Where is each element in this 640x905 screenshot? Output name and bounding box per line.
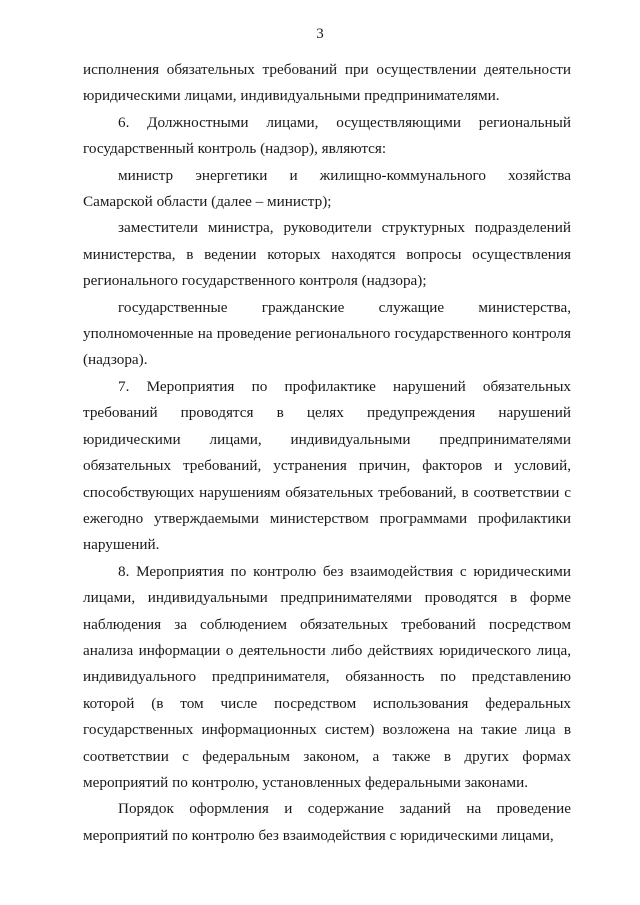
paragraph-8: 8. Мероприятия по контролю без взаимодействия с юридическими лицами, индивидуальными предпринимателями проводятся в форме наблюдения за соблюдением обязательных требований посредством анализа информации о деятельности либо действиях юридического лица, индивидуального предпринимателя, обязанность по представлению которой (в том числе посредством использования федеральных государственных информационных систем) возложена на такие лица в соответствии с федеральным законом, а также в других формах мероприятий по контролю, установленных федеральными законами. — [83, 562, 571, 791]
paragraph-civil-servants: государственные гражданские служащие министерства, уполномоченные на проведение регионального государственного контроля (надзора). — [83, 298, 571, 369]
paragraph-continuation: исполнения обязательных требований при осуществлении деятельности юридическими лицами, индивидуальными предпринимателями. — [83, 61, 571, 105]
document-body — [83, 57, 571, 849]
paragraph-deputies: заместители министра, руководители структурных подразделений министерства, в ведении которых находятся вопросы осуществления регионального государственного контроля (надзора); — [83, 219, 571, 290]
page-number: 3 — [316, 26, 324, 42]
paragraph-6: 6. Должностными лицами, осуществляющими региональный государственный контроль (надзор), являются: — [83, 113, 571, 158]
paragraph-7: 7. Мероприятия по профилактике нарушений обязательных требований проводятся в целях предупреждения нарушений юридическими лицами, индивидуальными предпринимателями обязательных требований, устранения причин, факторов и условий, способствующих нарушениям обязательных требований, в соответствии с ежегодно утверждаемыми министерством программами профилактики нарушений. — [83, 377, 571, 554]
paragraph-procedure: Порядок оформления и содержание заданий на проведение мероприятий по контролю без взаимодействия с юридическими лицами, — [83, 800, 571, 844]
paragraph-minister: министр энергетики и жилищно-коммунального хозяйства Самарской области (далее – министр); — [83, 166, 571, 211]
